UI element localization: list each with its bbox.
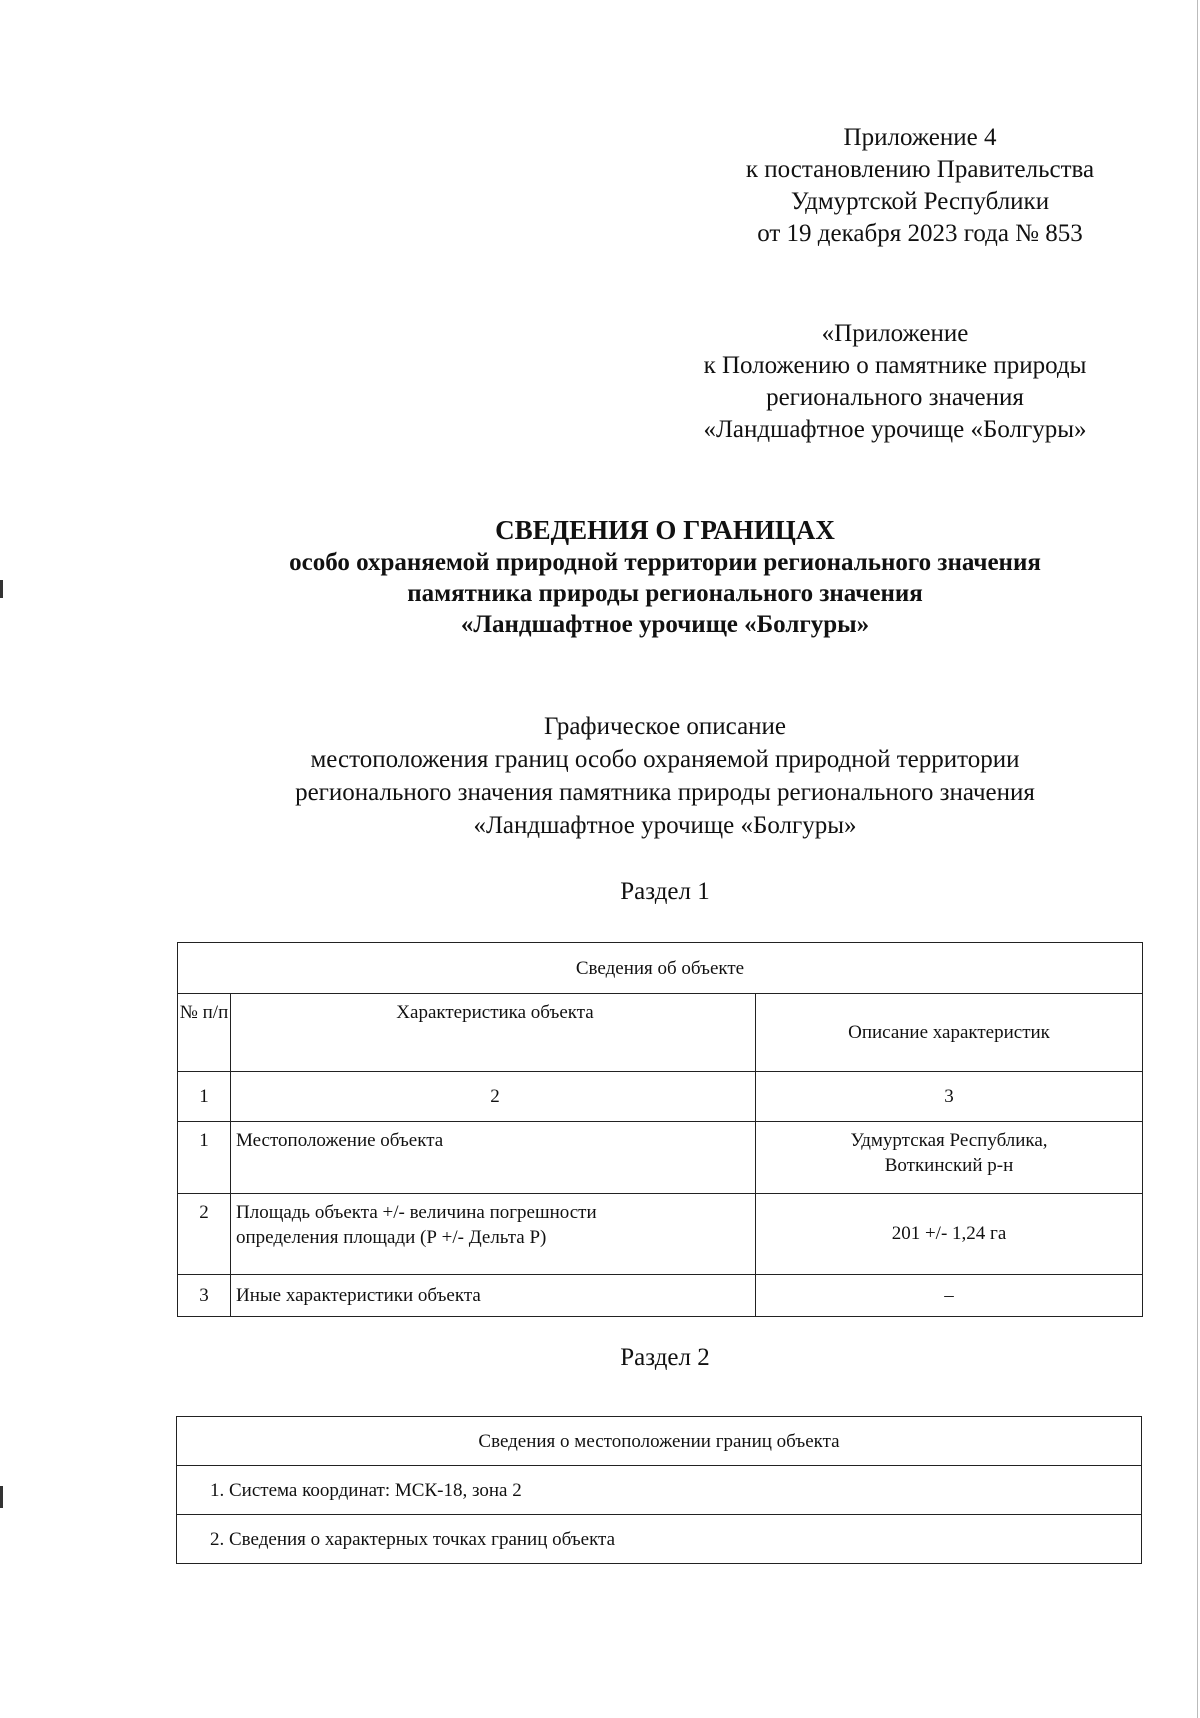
column-number: 2 [231,1072,756,1122]
annex-line: к Положению о памятнике природы [703,352,1087,379]
table-header: Сведения о местоположении границ объекта [177,1417,1142,1466]
annex4-line: от 19 декабря 2023 года № 853 [757,220,1083,247]
document-title [100,513,1200,640]
row-description: 201 +/- 1,24 га [756,1194,1143,1275]
graphic-line: регионального значения памятника природы регионального значения [295,779,1035,806]
column-header-number: № п/п [178,994,231,1072]
object-info-table [177,942,1143,1317]
annex-header [665,318,1125,446]
table-row [178,1122,1143,1194]
graphic-line: Графическое описание [543,713,787,740]
title-line: особо охраняемой природной территории регионального значения [289,549,1041,576]
characteristic-line: определения площади (Р +/- Дельта Р) [236,1227,547,1248]
row-characteristic: Иные характеристики объекта [231,1275,756,1317]
table-row [178,1194,1143,1275]
row-description: – [756,1275,1143,1317]
column-header-description: Описание характеристик [756,994,1143,1072]
annex-line: «Приложение [821,320,969,347]
section1-title: Раздел 1 [620,878,710,905]
row-number: 3 [178,1275,231,1317]
table-row [178,1275,1143,1317]
description-line: Воткинский р-н [884,1155,1014,1176]
title-line: «Ландшафтное урочище «Болгуры» [460,611,870,638]
row-number: 2 [178,1194,231,1275]
annex4-line: Удмуртской Республики [790,188,1050,215]
row-description [756,1122,1143,1194]
table-row: 1. Система координат: МСК-18, зона 2 [177,1466,1142,1515]
scan-edge-mark [0,1486,3,1508]
boundary-info-table [176,1416,1142,1564]
annex-line: регионального значения [766,384,1024,411]
row-number: 1 [178,1122,231,1194]
scan-right-edge [1197,0,1198,1718]
row-characteristic [231,1194,756,1275]
row-characteristic: Местоположение объекта [231,1122,756,1194]
annex4-line: Приложение 4 [843,124,997,151]
characteristic-line: Площадь объекта +/- величина погрешности [236,1202,597,1223]
scan-edge-mark [0,580,3,598]
graphic-description-heading [100,710,1200,842]
title-main: СВЕДЕНИЯ О ГРАНИЦАХ [495,515,835,545]
annex-line: «Ландшафтное урочище «Болгуры» [703,416,1087,443]
annex4-line: к постановлению Правительства [745,156,1095,183]
table-header: Сведения об объекте [178,943,1143,994]
column-number: 1 [178,1072,231,1122]
column-number: 3 [756,1072,1143,1122]
annex4-header [690,122,1150,250]
graphic-line: «Ландшафтное урочище «Болгуры» [473,812,857,839]
section2-title: Раздел 2 [620,1344,710,1371]
title-line: памятника природы регионального значения [407,580,923,607]
description-line: Удмуртская Республика, [850,1130,1048,1151]
table-row: 2. Сведения о характерных точках границ объекта [177,1515,1142,1564]
graphic-line: местоположения границ особо охраняемой природной территории [310,746,1020,773]
column-header-characteristic: Характеристика объекта [231,994,756,1072]
